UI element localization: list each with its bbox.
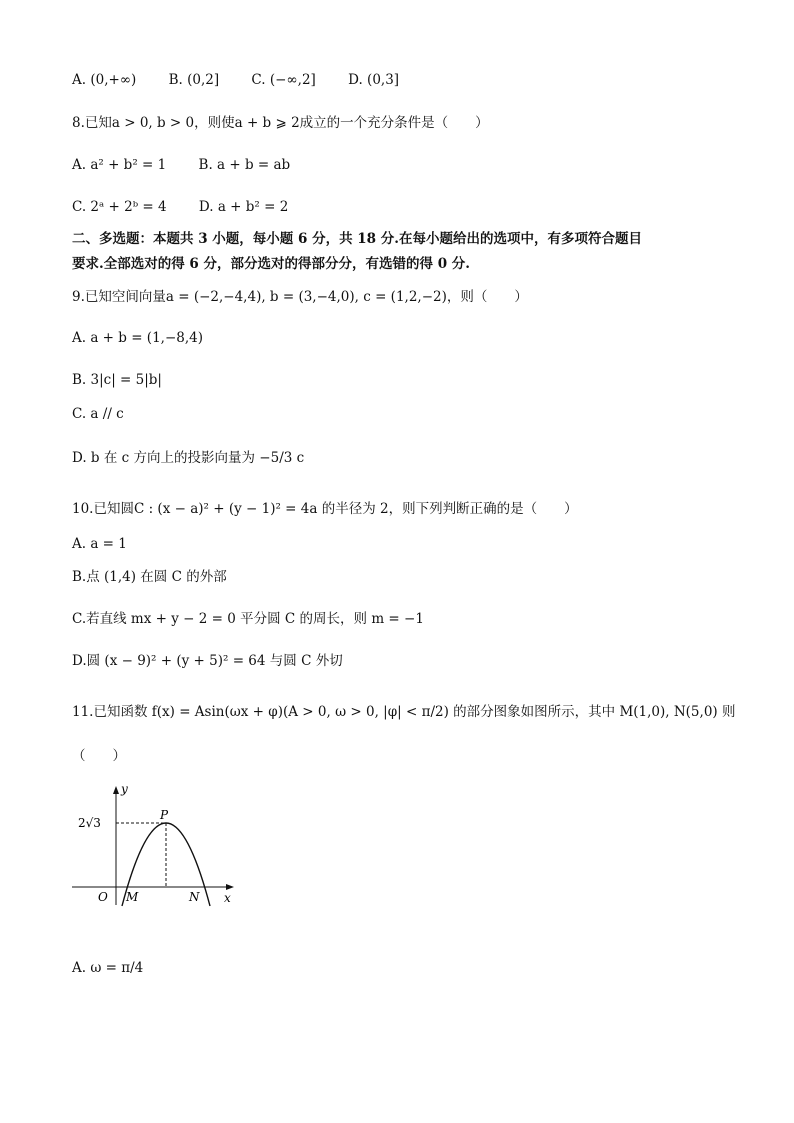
y-axis-arrow	[113, 786, 119, 794]
y-axis-label: y	[121, 782, 128, 796]
q8-options-row1	[72, 155, 318, 175]
point-n-label: N	[189, 890, 200, 904]
q11-paren: （ ）	[72, 748, 126, 764]
q8-option-c: C. 2ᵃ + 2ᵇ = 4	[72, 199, 167, 215]
q8-options-row2	[72, 197, 316, 217]
q7-option-c: C. (−∞,2]	[251, 72, 316, 88]
q7-option-b: B. (0,2]	[168, 72, 220, 88]
q10-option-d: D.圆 (x − 9)² + (y + 5)² = 64 与圆 C 外切	[72, 653, 343, 669]
point-p-label: P	[160, 808, 169, 822]
q11-sine-graph	[72, 780, 242, 910]
q8-option-b: B. a + b = ab	[198, 157, 291, 173]
q9-option-a: A. a + b = (1,−8,4)	[72, 330, 204, 346]
q11-stem: 11.已知函数 f(x) = Asin(ωx + φ)(A > 0, ω > 0, |φ| < π/2) 的部分图象如图所示，其中 M(1,0), N(5,0) 则	[72, 704, 736, 720]
q9-stem: 9.已知空间向量a = (−2,−4,4), b = (3,−4,0), c = (1,2,−2)，则（ ）	[72, 289, 528, 305]
origin-label: O	[98, 890, 108, 904]
x-axis-label: x	[224, 891, 231, 905]
q9-option-c: C. a // c	[72, 406, 124, 422]
q9-option-d: D. b 在 c 方向上的投影向量为 −5/3 c	[72, 450, 305, 466]
q10-option-c: C.若直线 mx + y − 2 = 0 平分圆 C 的周长，则 m = −1	[72, 611, 424, 627]
q8-option-a: A. a² + b² = 1	[72, 157, 167, 173]
q10-stem: 10.已知圆C : (x − a)² + (y − 1)² = 4a 的半径为 2，则下列判断正确的是（ ）	[72, 501, 578, 517]
q7-options	[72, 70, 427, 90]
peak-value-label: 2√3	[78, 816, 101, 830]
q7-option-d: D. (0,3]	[348, 72, 400, 88]
q10-option-a: A. a = 1	[72, 536, 127, 552]
q9-option-b: B. 3|c| = 5|b|	[72, 372, 162, 388]
x-axis-arrow	[226, 884, 234, 890]
q8-option-d: D. a + b² = 2	[198, 199, 289, 215]
q11-option-a: A. ω = π/4	[72, 960, 144, 976]
q7-option-a: A. (0,+∞)	[72, 72, 137, 88]
q8-stem: 8.已知a > 0, b > 0，则使a + b ⩾ 2成立的一个充分条件是（ ）	[72, 115, 489, 131]
section2-heading-line1: 二、多选题：本题共 3 小题，每小题 6 分，共 18 分.在每小题给出的选项中，有多项符合题目	[72, 231, 642, 247]
section2-heading-line2: 要求.全部选对的得 6 分，部分选对的得部分分，有选错的得 0 分.	[72, 256, 470, 272]
point-m-label: M	[126, 890, 139, 904]
q10-option-b: B.点 (1,4) 在圆 C 的外部	[72, 569, 227, 585]
